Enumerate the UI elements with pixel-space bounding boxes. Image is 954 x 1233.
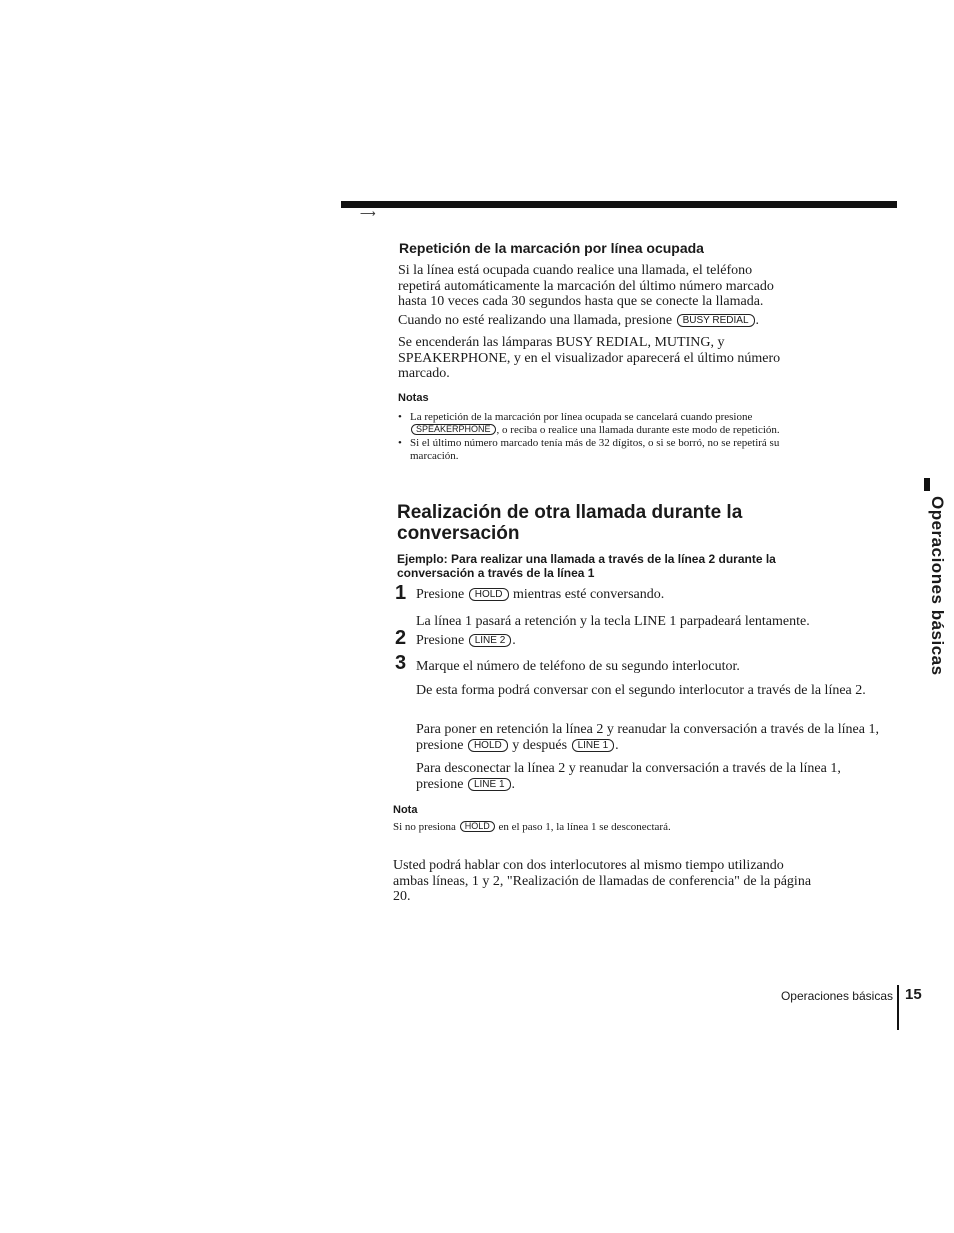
step3-p2-mid: y después xyxy=(512,737,568,753)
side-tab-label: Operaciones básicas xyxy=(928,496,947,676)
step-3-instruction: Marque el número de teléfono de su segundo interlocutor. xyxy=(416,659,740,674)
step-3-paragraph-1: De esta forma podrá conversar con el segundo interlocutor a través de la línea 2. xyxy=(416,683,866,698)
step3-p3-after: . xyxy=(511,776,516,792)
step-3-number: 3 xyxy=(395,652,407,674)
section1-paragraph-3: Se encenderán las lámparas BUSY REDIAL, MUTING, y SPEAKERPHONE, y en el visualizador aparecerá el último número marcado. xyxy=(398,335,781,381)
note-item-1 xyxy=(398,411,813,436)
step-1-instruction xyxy=(416,587,876,603)
notes-list xyxy=(398,411,813,462)
section1-paragraph-1: Si la línea está ocupada cuando realice una llamada, el teléfono repetirá automáticamente la marcación del último número marcado hasta 10 veces cada 30 segundos hasta que se conecte la llamada. xyxy=(398,263,774,309)
busy-redial-key: BUSY REDIAL xyxy=(677,314,755,327)
page-number: 15 xyxy=(905,986,922,1003)
step3-p2-before: Para poner en retención la línea 2 y reanudar la conversación a través de la línea 1, presione xyxy=(416,722,879,753)
note1-text-after: , o reciba o realice una llamada durante este modo de repetición. xyxy=(496,423,780,436)
hold-key: HOLD xyxy=(460,821,495,832)
example-block xyxy=(397,552,807,580)
step1-text-after: mientras esté conversando. xyxy=(513,587,665,602)
step3-p3-before: Para desconectar la línea 2 y reanudar la conversación a través de la línea 1, presione xyxy=(416,761,841,792)
step-3-paragraph-2 xyxy=(416,722,886,753)
p2-text-before: Cuando no esté realizando una llamada, presione xyxy=(398,313,673,328)
speakerphone-key: SPEAKERPHONE xyxy=(411,424,496,435)
section1-heading: Repetición de la marcación por línea ocupada xyxy=(399,240,704,256)
side-tab xyxy=(897,478,953,678)
nota-after: en el paso 1, la línea 1 se desconectará. xyxy=(498,821,671,833)
step1-text-before: Presione xyxy=(416,587,465,602)
p2-text-after: . xyxy=(755,313,760,328)
example-text: Para realizar una llamada a través de la línea 2 durante la conversación a través de la línea 1 xyxy=(397,552,776,580)
closing-paragraph: Usted podrá hablar con dos interlocutores al mismo tiempo utilizando ambas líneas, 1 y 2, "Realización de llamadas de conferencia" de la página 20. xyxy=(393,858,812,904)
step-3-paragraph-3 xyxy=(416,761,886,792)
line-1-key: LINE 1 xyxy=(572,739,615,752)
note-item-2 xyxy=(398,437,813,462)
line-2-key: LINE 2 xyxy=(469,634,512,647)
hold-key: HOLD xyxy=(469,588,509,601)
footer-section-name: Operaciones básicas xyxy=(780,989,893,1003)
step2-text-after: . xyxy=(512,633,516,648)
step3-p2-after: . xyxy=(615,737,619,753)
section2-heading: Realización de otra llamada durante la conversación xyxy=(397,502,743,544)
note1-text-before: La repetición de la marcación por línea ocupada se cancelará cuando presione xyxy=(410,411,753,423)
footer-divider xyxy=(897,985,899,1030)
side-tab-marker xyxy=(924,478,930,491)
notes-title: Notas xyxy=(398,392,429,404)
pin-icon: ⟶ xyxy=(360,207,376,220)
step-2-number: 2 xyxy=(395,627,407,649)
line-1-key: LINE 1 xyxy=(468,778,511,791)
note2-text: Si el último número marcado tenía más de 32 dígitos, o si se borró, no se repetirá su marcación. xyxy=(410,437,780,462)
step-2-instruction xyxy=(416,633,876,649)
example-label: Ejemplo: xyxy=(397,552,448,566)
section1-paragraph-2 xyxy=(398,313,818,329)
nota-title: Nota xyxy=(393,804,418,816)
nota-text xyxy=(393,821,813,834)
hold-key: HOLD xyxy=(468,739,508,752)
step-1-detail: La línea 1 pasará a retención y la tecla LINE 1 parpadeará lentamente. xyxy=(416,614,810,629)
nota-before: Si no presiona xyxy=(393,821,456,833)
step-1-number: 1 xyxy=(395,582,407,604)
top-rule xyxy=(341,201,897,208)
step2-text-before: Presione xyxy=(416,633,465,648)
